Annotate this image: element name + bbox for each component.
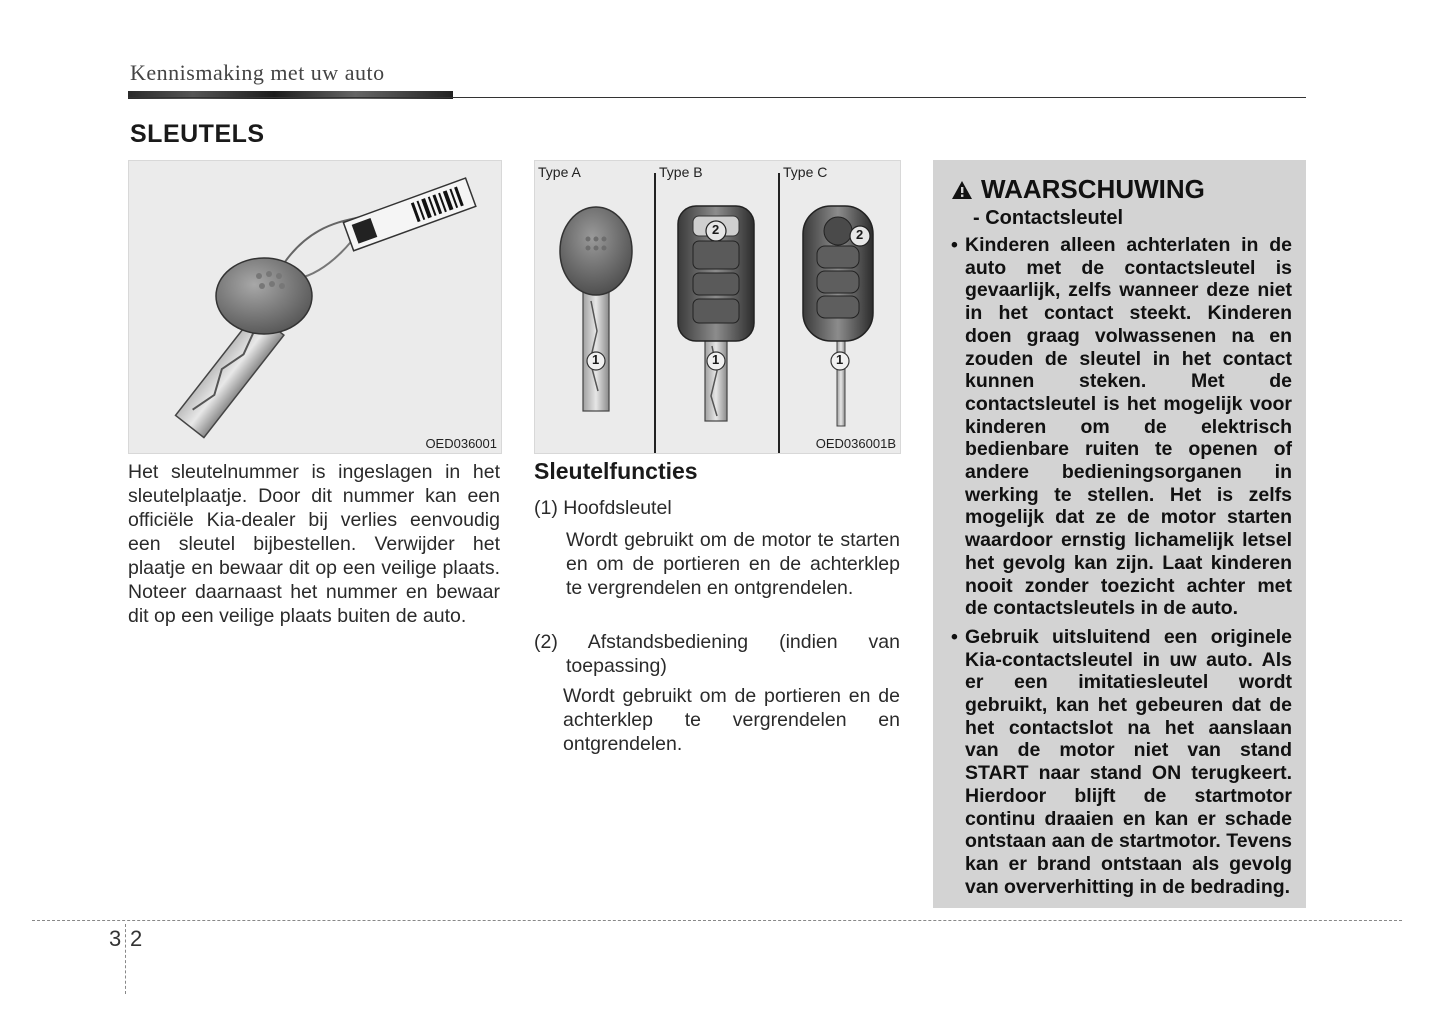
figure-code: OED036001B xyxy=(815,436,896,451)
type-a-label: Type A xyxy=(538,164,581,180)
section-title: SLEUTELS xyxy=(130,120,265,148)
key-functions-title: Sleutelfuncties xyxy=(534,458,698,484)
warning-list xyxy=(951,234,1292,898)
key-types-illustration xyxy=(535,161,901,454)
key-function-item-2-label: (2) Afstandsbediening (indien van toepassing) xyxy=(534,631,900,677)
chapter-number: 3 xyxy=(109,926,122,951)
bullet-icon: • xyxy=(951,234,958,256)
key-function-item-2-description: Wordt gebruikt om de portieren en de achterklep te vergrendelen en ontgrendelen. xyxy=(563,685,900,755)
header-rule xyxy=(128,97,1306,98)
callout-1-type-c: 1 xyxy=(836,352,844,367)
key-function-item-1-description: Wordt gebruikt om de motor te starten en om de portieren en de achterklep te vergrendelen en ontgrendelen. xyxy=(566,529,900,599)
callout-2-type-b: 2 xyxy=(712,222,720,237)
running-header: Kennismaking met uw auto xyxy=(130,60,385,85)
warning-title: WAARSCHUWING xyxy=(981,174,1205,204)
key-types-figure xyxy=(534,160,901,454)
warning-bullet xyxy=(951,234,1292,620)
key-with-tag-illustration xyxy=(129,161,502,454)
intro-paragraph: Het sleutelnummer is ingeslagen in het sleutelplaatje. Door dit nummer kan een officiële Kia-dealer bij verlies eenvoudig een sleutel bijbestellen. Verwijder het plaatje en bewaar dit op een veilige plaats. Noteer daarnaast het nummer en bewaar dit op een veilige plaats buiten de auto. xyxy=(128,461,500,627)
warning-bullet-text: Gebruik uitsluitend een originele Kia-contactsleutel in uw auto. Als er een imitatiesleutel wordt gebruikt, kan het gebeuren dat de het contactslot na het aanslaan van de motor niet van stand START naar stand ON terugkeert. Hierdoor blijft de startmotor continu draaien en kan er schade ontstaan aan de startmotor. Tevens kan er brand ontstaan als gevolg van oververhitting in de bedrading. xyxy=(965,625,1292,898)
footer-divider xyxy=(125,924,126,994)
key-tag-figure xyxy=(128,160,502,454)
type-b-label: Type B xyxy=(659,164,703,180)
callout-1-type-b: 1 xyxy=(712,352,720,367)
key-function-item-1-label: (1) Hoofdsleutel xyxy=(534,497,672,519)
callout-2-type-c: 2 xyxy=(856,227,864,242)
warning-box xyxy=(933,160,1306,908)
page-number: 2 xyxy=(130,926,143,951)
warning-triangle-icon xyxy=(951,180,973,200)
bullet-icon: • xyxy=(951,625,958,648)
figure-code: OED036001 xyxy=(425,436,497,451)
footer-rule xyxy=(32,920,1402,921)
callout-1-type-a: 1 xyxy=(592,352,600,367)
warning-heading xyxy=(951,174,1292,205)
warning-bullet-text: Kinderen alleen achterlaten in de auto met de contactsleutel is gevaarlijk, zelfs wanneer deze niet in het contact steekt. Kinderen doen graag volwassenen na en zouden de sleutel in het contact kunnen steken. Met de contactsleutel is het mogelijk voor kinderen om de elektrisch bedienbare ruiten te openen of andere bedieningsorganen in werking te stellen. Het is zelfs mogelijk dat ze de motor starten waardoor ernstig lichamelijk letsel het gevolg kan zijn. Laat kinderen nooit zonder toezicht achter met de contactsleutels in de auto. xyxy=(965,234,1292,620)
type-c-label: Type C xyxy=(783,164,828,180)
warning-bullet xyxy=(951,626,1292,898)
warning-subtitle: - Contactsleutel xyxy=(973,207,1124,229)
